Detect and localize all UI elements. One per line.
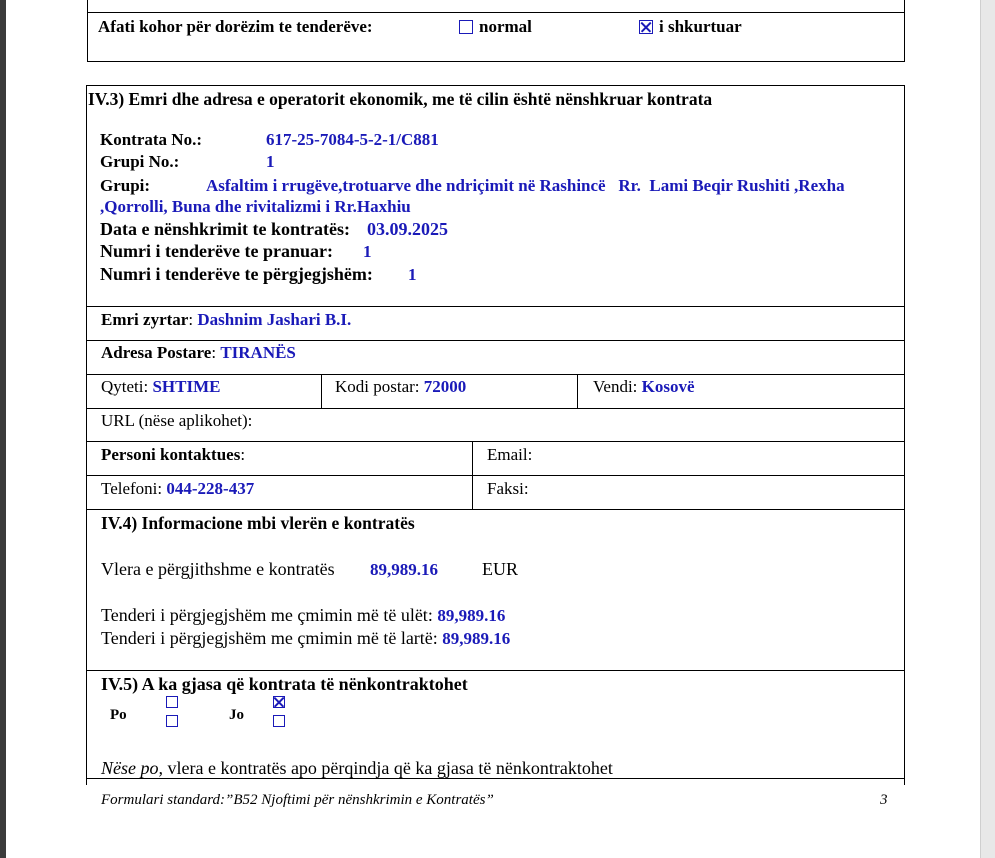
lowest-price-row (101, 605, 505, 626)
contact-label: Personi kontaktues (101, 445, 241, 464)
accepted-tenders-label: Numri i tenderëve te pranuar: (100, 241, 333, 261)
section-bottom-line (86, 778, 905, 779)
email-label: Email: (487, 445, 533, 464)
iv4-heading: IV.4) Informacione mbi vlerën e kontratës (101, 513, 415, 533)
total-value-amount: 89,989.16 (370, 560, 438, 579)
total-value-currency: EUR (482, 559, 518, 579)
total-value-row (101, 559, 335, 579)
col-line-postal (577, 374, 578, 408)
row-line-2 (86, 340, 905, 341)
row-line-3 (86, 374, 905, 375)
col-line-contact (472, 441, 473, 509)
row-line-8 (86, 670, 905, 671)
country-value: Kosovë (641, 377, 695, 396)
viewer-scrollbar-track[interactable] (981, 0, 995, 858)
row-line-7 (86, 509, 905, 510)
subcontract-note (101, 758, 613, 778)
postal-address-value: TIRANËS (220, 343, 296, 362)
subcontract-yes-label: Po (110, 707, 127, 723)
checkbox-yes-top-icon[interactable] (166, 696, 178, 708)
row-line-4 (86, 408, 905, 409)
contract-no-label: Kontrata No.: (100, 130, 202, 149)
checkbox-no-bottom-icon[interactable] (273, 715, 285, 727)
postal-code-row (335, 377, 466, 397)
row-line-1 (86, 306, 905, 307)
group-description-line1: Asfaltim i rrugëve,trotuarve dhe ndriçimit në Rashincë Rr. Lami Beqir Rushiti ,Rexha (206, 176, 845, 195)
group-label: Grupi: (100, 176, 151, 195)
checkbox-yes-bottom-icon[interactable] (166, 715, 178, 727)
row-line-5 (86, 441, 905, 442)
group-no-value: 1 (266, 152, 275, 171)
checkbox-checked-short-icon[interactable] (639, 20, 653, 34)
checkbox-no-checked-icon[interactable] (273, 696, 285, 708)
group-description-line2: ,Qorrolli, Buna dhe rivitalizmi i Rr.Haxhiu (100, 197, 411, 216)
deadline-divider (87, 12, 905, 13)
group-no-label: Grupi No.: (100, 152, 180, 171)
responsive-tenders-value: 1 (408, 265, 417, 284)
subcontract-note-text: vlera e kontratës apo përqindja që ka gjasa të nënkontraktohet (163, 758, 613, 778)
checkbox-normal-icon[interactable] (459, 20, 473, 34)
deadline-option-normal: normal (479, 17, 532, 36)
city-value: SHTIME (152, 377, 221, 396)
deadline-option-short: i shkurtuar (659, 17, 742, 36)
total-value-label: Vlera e përgjithshme e kontratës (101, 559, 335, 579)
phone-row (101, 479, 254, 499)
sign-date-label: Data e nënshkrimit te kontratës: (100, 219, 350, 239)
postal-code-value: 72000 (423, 377, 467, 396)
official-name-row: Emri zyrtar: Dashnim Jashari B.I. (101, 310, 352, 329)
country-label: Vendi: (593, 377, 638, 396)
contract-no-value: 617-25-7084-5-2-1/C881 (266, 130, 439, 149)
city-row (101, 377, 221, 397)
responsive-tenders-label: Numri i tenderëve te përgjegjshëm: (100, 264, 373, 284)
lowest-price-label: Tenderi i përgjegjshëm me çmimin më të ulët: (101, 605, 433, 625)
footer-page-number: 3 (880, 792, 888, 808)
deadline-label: Afati kohor për dorëzim te tenderëve: (98, 17, 373, 36)
col-line-city (321, 374, 322, 408)
fax-label: Faksi: (487, 479, 529, 498)
viewer-left-edge (0, 0, 6, 858)
subcontract-note-italic: Nëse po, (101, 758, 163, 778)
contact-row: Personi kontaktues: (101, 445, 246, 464)
row-line-6 (86, 475, 905, 476)
country-row (593, 377, 695, 397)
accepted-tenders-value: 1 (363, 242, 372, 261)
footer-form-name: Formulari standard:”B52 Njoftimi për nënshkrimin e Kontratës” (101, 792, 494, 808)
official-name-value: Dashnim Jashari B.I. (197, 310, 352, 329)
highest-price-value: 89,989.16 (442, 629, 511, 648)
postal-address-label: Adresa Postare (101, 343, 212, 362)
url-label: URL (nëse aplikohet): (101, 411, 253, 430)
city-label: Qyteti: (101, 377, 149, 396)
official-name-label: Emri zyrtar (101, 310, 189, 329)
lowest-price-value: 89,989.16 (437, 606, 506, 625)
postal-address-row: Adresa Postare: TIRANËS (101, 343, 296, 362)
highest-price-row (101, 628, 510, 649)
iv3-heading: IV.3) Emri dhe adresa e operatorit ekonomik, me të cilin është nënshkruar kontrata (88, 89, 713, 109)
subcontract-no-label: Jo (229, 707, 244, 723)
sign-date-value: 03.09.2025 (367, 219, 448, 239)
highest-price-label: Tenderi i përgjegjshëm me çmimin më të lartë: (101, 628, 438, 648)
phone-label: Telefoni: (101, 479, 163, 498)
phone-value: 044-228-437 (166, 479, 255, 498)
iv5-heading: IV.5) A ka gjasa që kontrata të nënkontraktohet (101, 674, 468, 694)
postal-code-label: Kodi postar: (335, 377, 420, 396)
